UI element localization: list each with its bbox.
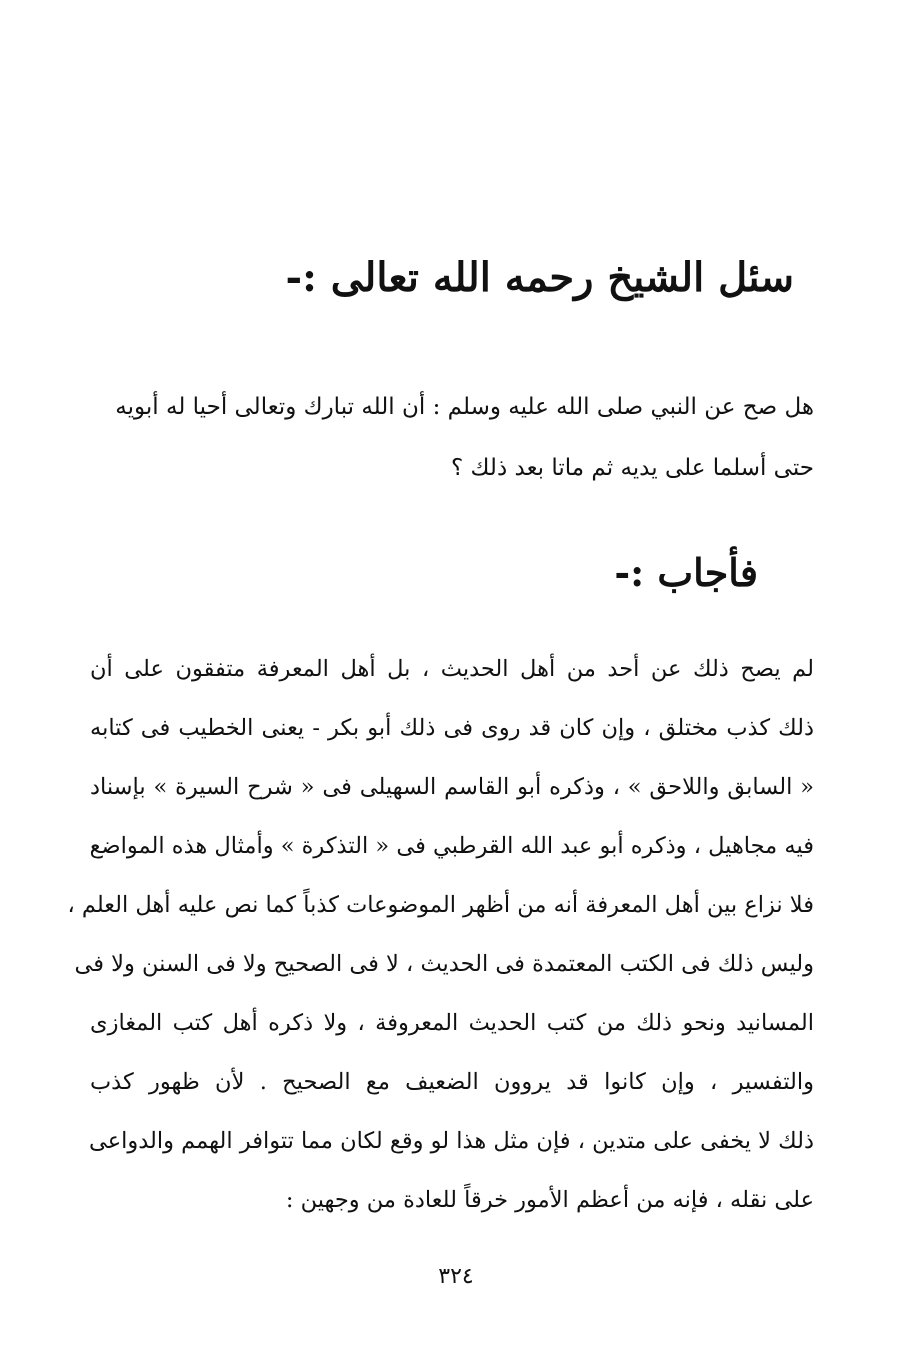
question-line: هل صح عن النبي صلى الله عليه وسلم : أن الله تبارك وتعالى أحيا له أبويه bbox=[115, 394, 814, 420]
section-heading: سئل الشيخ رحمه الله تعالى :- bbox=[285, 254, 794, 301]
answer-line: والتفسير ، وإن كانوا قد يروون الضعيف مع الصحيح . لأن ظهور كذب bbox=[90, 1069, 814, 1095]
answer-line: « السابق واللاحق » ، وذكره أبو القاسم السهيلى فى « شرح السيرة » بإسناد bbox=[90, 774, 814, 800]
answer-line: المسانيد ونحو ذلك من كتب الحديث المعروفة ، ولا ذكره أهل كتب المغازى bbox=[90, 1010, 814, 1036]
answer-line: ذلك لا يخفى على متدين ، فإن مثل هذا لو وقع لكان مما تتوافر الهمم والدواعى bbox=[88, 1128, 814, 1154]
answer-line: فيه مجاهيل ، وذكره أبو عبد الله القرطبي فى « التذكرة » وأمثال هذه المواضع bbox=[89, 833, 814, 859]
answer-heading: فأجاب :- bbox=[614, 550, 758, 595]
answer-line: ذلك كذب مختلق ، وإن كان قد روى فى ذلك أبو بكر - يعنى الخطيب فى كتابه bbox=[90, 715, 814, 741]
answer-paragraph bbox=[67, 640, 814, 1230]
answer-line: وليس ذلك فى الكتب المعتمدة فى الحديث ، لا فى الصحيح ولا فى السنن ولا فى bbox=[74, 951, 814, 977]
page-number: ٣٢٤ bbox=[438, 1264, 474, 1289]
question-line: حتى أسلما على يديه ثم ماتا بعد ذلك ؟ bbox=[451, 455, 814, 481]
question-paragraph bbox=[94, 377, 814, 499]
answer-line: فلا نزاع بين أهل المعرفة أنه من أظهر الموضوعات كذباً كما نص عليه أهل العلم ، bbox=[67, 892, 814, 918]
answer-line: لم يصح ذلك عن أحد من أهل الحديث ، بل أهل المعرفة متفقون على أن bbox=[90, 656, 814, 682]
answer-line: على نقله ، فإنه من أعظم الأمور خرقاً للعادة من وجهين : bbox=[285, 1187, 814, 1213]
